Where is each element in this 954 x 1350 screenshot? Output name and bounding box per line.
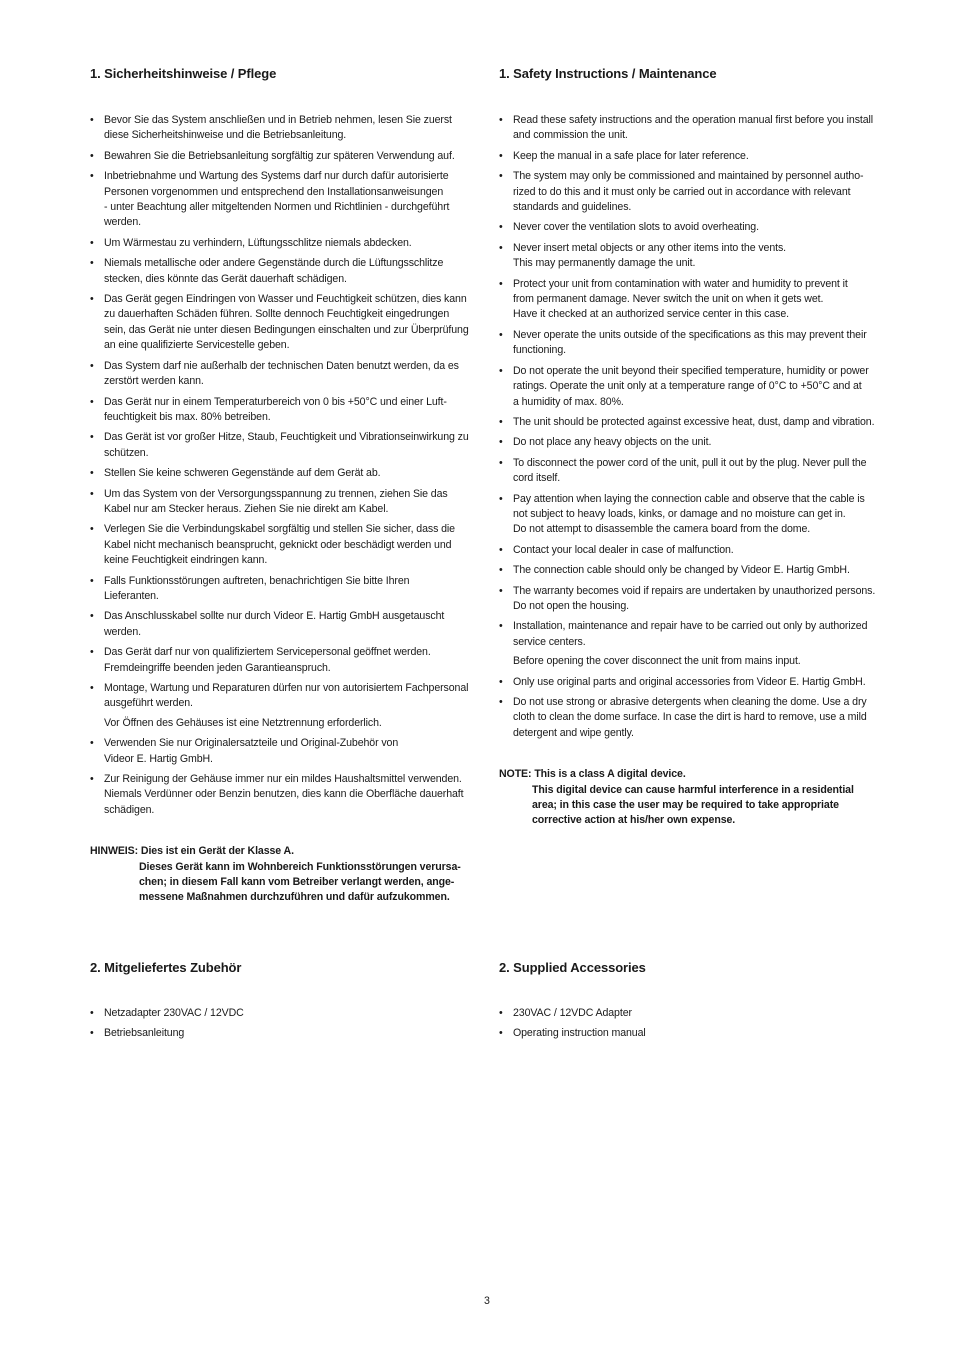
safety-section-de — [90, 66, 482, 906]
class-a-note — [90, 844, 482, 906]
list-item: • Contact your local dealer in case of malfunction. — [499, 543, 895, 558]
section-heading: 2. Supplied Accessories — [499, 960, 646, 975]
list-item: • Operating instruction manual — [499, 1026, 895, 1041]
page-number: 3 — [484, 1295, 490, 1307]
section-heading: 1. Sicherheitshinweise / Pflege — [90, 66, 277, 81]
list-item: • Niemals metallische oder andere Gegenstände durch die Lüftungsschlitze stecken, dies könnte das Gerät dauerhaft schädigen. — [90, 256, 482, 287]
list-item: • Never insert metal objects or any other items into the vents. This may permanently damage the unit. — [499, 241, 895, 272]
bullet-list — [499, 113, 895, 650]
section-heading: 1. Safety Instructions / Maintenance — [499, 66, 717, 81]
list-item: • Do not use strong or abrasive detergents when cleaning the dome. Use a dry cloth to clean the dome surface. In case the dirt is hard to remove, use a mild detergent and wipe gently. — [499, 695, 895, 741]
list-item: • The connection cable should only be changed by Videor E. Hartig GmbH. — [499, 563, 895, 578]
list-item: • To disconnect the power cord of the unit, pull it out by the plug. Never pull the cord itself. — [499, 456, 895, 487]
list-item: • Inbetriebnahme und Wartung des Systems darf nur durch dafür autorisierte Personen vorgenommen und entsprechend den Installationsanweisungen - unter Beachtung aller mitgeltenden Normen und Richtlinien - durchgeführt werden. — [90, 169, 482, 231]
bullet-continuation: Before opening the cover disconnect the unit from mains input. — [513, 655, 801, 668]
list-item: • Do not place any heavy objects on the unit. — [499, 435, 895, 450]
list-item: • Verwenden Sie nur Originalersatzteile und Original-Zubehör von Videor E. Hartig GmbH. — [90, 736, 482, 767]
note-body: This digital device can cause harmful interference in a residential area; in this case the user may be required to take appropriate corrective action at his/her own expense. — [532, 783, 854, 827]
list-item: • Das Gerät darf nur von qualifiziertem Servicepersonal geöffnet werden. Fremdeingriffe beenden jeden Garantieanspruch. — [90, 645, 482, 676]
bullet-list — [499, 675, 895, 742]
list-item: • The warranty becomes void if repairs are undertaken by unauthorized persons. Do not open the housing. — [499, 584, 895, 615]
list-item: • Montage, Wartung und Reparaturen dürfen nur von autorisiertem Fachpersonal ausgeführt werden. — [90, 681, 482, 712]
safety-section-en — [499, 66, 895, 829]
bullet-list — [90, 736, 482, 818]
note-first-line — [499, 767, 895, 782]
list-item: • Pay attention when laying the connection cable and observe that the cable is not subject to heavy loads, kinks, or damage and no moisture can get in. Do not attempt to disassemble the camera board from the dome. — [499, 492, 895, 538]
bullet-list — [90, 1006, 482, 1042]
note-text: Dies ist ein Gerät der Klasse A. — [140, 845, 294, 858]
list-item: • Das Gerät gegen Eindringen von Wasser und Feuchtigkeit schützen, dies kann zu dauerhaften Schäden führen. Sollte dennoch Feuchtigkeit eingedrungen sein, das Gerät nie unter diesen Bedingungen einschalten und zur Überprüfung an eine qualifizierte Servicestelle geben. — [90, 292, 482, 354]
list-item: • Betriebsanleitung — [90, 1026, 482, 1041]
list-item: • Das Gerät nur in einem Temperaturbereich von 0 bis +50°C und einer Luft- feuchtigkeit bis max. 80% betreiben. — [90, 395, 482, 426]
list-item: • Bevor Sie das System anschließen und in Betrieb nehmen, lesen Sie zuerst diese Sicherheitshinweise und die Betriebsanleitung. — [90, 113, 482, 144]
note-body: Dieses Gerät kann im Wohnbereich Funktionsstörungen verursa- chen; in diesem Fall kann vom Betreiber verlangt werden, ange- messene Maßnahmen durchzuführen und dafür aufzukommen. — [139, 860, 461, 904]
list-item: • Do not operate the unit beyond their specified temperature, humidity or power ratings. Operate the unit only at a temperature range of 0°C to +50°C and at a humidity of max. 80%. — [499, 364, 895, 410]
note-label: HINWEIS: — [90, 845, 141, 858]
list-item: • Read these safety instructions and the operation manual first before you install and commission the unit. — [499, 113, 895, 144]
list-item: • Netzadapter 230VAC / 12VDC — [90, 1006, 482, 1021]
list-item: • Protect your unit from contamination with water and humidity to prevent it from permanent damage. Never switch the unit on when it gets wet. Have it checked at an authorized service center in this case. — [499, 277, 895, 323]
class-a-note — [499, 767, 895, 829]
note-first-line — [90, 844, 482, 859]
list-item: • The unit should be protected against excessive heat, dust, damp and vibration. — [499, 415, 895, 430]
list-item: • Never cover the ventilation slots to avoid overheating. — [499, 220, 895, 235]
bullet-list — [499, 1006, 895, 1042]
list-item: • Keep the manual in a safe place for later reference. — [499, 149, 895, 164]
accessories-section-en — [499, 960, 895, 1047]
list-item: • Never operate the units outside of the specifications as this may prevent their functioning. — [499, 328, 895, 359]
list-item: • Stellen Sie keine schweren Gegenstände auf dem Gerät ab. — [90, 466, 482, 481]
list-item: • Verlegen Sie die Verbindungskabel sorgfältig und stellen Sie sicher, dass die Kabel nicht mechanisch beansprucht, geknickt oder beschädigt werden und keine Feuchtigkeit eindringen kann. — [90, 522, 482, 568]
note-label: NOTE: — [499, 768, 535, 781]
list-item: • Bewahren Sie die Betriebsanleitung sorgfältig zur späteren Verwendung auf. — [90, 149, 482, 164]
list-item: • Das Gerät ist vor großer Hitze, Staub, Feuchtigkeit und Vibrationseinwirkung zu schützen. — [90, 430, 482, 461]
list-item: • Falls Funktionsstörungen auftreten, benachrichtigen Sie bitte Ihren Lieferanten. — [90, 574, 482, 605]
note-text: This is a class A digital device. — [534, 768, 686, 781]
list-item: • The system may only be commissioned and maintained by personnel autho- rized to do this and it must only be carried out in accordance with relevant standards and guidelines. — [499, 169, 895, 215]
section-heading: 2. Mitgeliefertes Zubehör — [90, 960, 242, 975]
accessories-section-de — [90, 960, 482, 1047]
bullet-list — [90, 113, 482, 712]
list-item: • Um das System von der Versorgungsspannung zu trennen, ziehen Sie das Kabel nur am Stecker heraus. Ziehen Sie nie direkt am Kabel. — [90, 487, 482, 518]
list-item: • Zur Reinigung der Gehäuse immer nur ein mildes Haushaltsmittel verwenden. Niemals Verdünner oder Benzin benutzen, dies kann die Oberfläche dauerhaft schädigen. — [90, 772, 482, 818]
list-item: • Installation, maintenance and repair have to be carried out only by authorized service centers. — [499, 619, 895, 650]
list-item: • Only use original parts and original accessories from Videor E. Hartig GmbH. — [499, 675, 895, 690]
bullet-continuation: Vor Öffnen des Gehäuses ist eine Netztrennung erforderlich. — [104, 716, 382, 729]
list-item: • Das Anschlusskabel sollte nur durch Videor E. Hartig GmbH ausgetauscht werden. — [90, 609, 482, 640]
list-item: • Um Wärmestau zu verhindern, Lüftungsschlitze niemals abdecken. — [90, 236, 482, 251]
list-item: • 230VAC / 12VDC Adapter — [499, 1006, 895, 1021]
list-item: • Das System darf nie außerhalb der technischen Daten benutzt werden, da es zerstört werden kann. — [90, 359, 482, 390]
